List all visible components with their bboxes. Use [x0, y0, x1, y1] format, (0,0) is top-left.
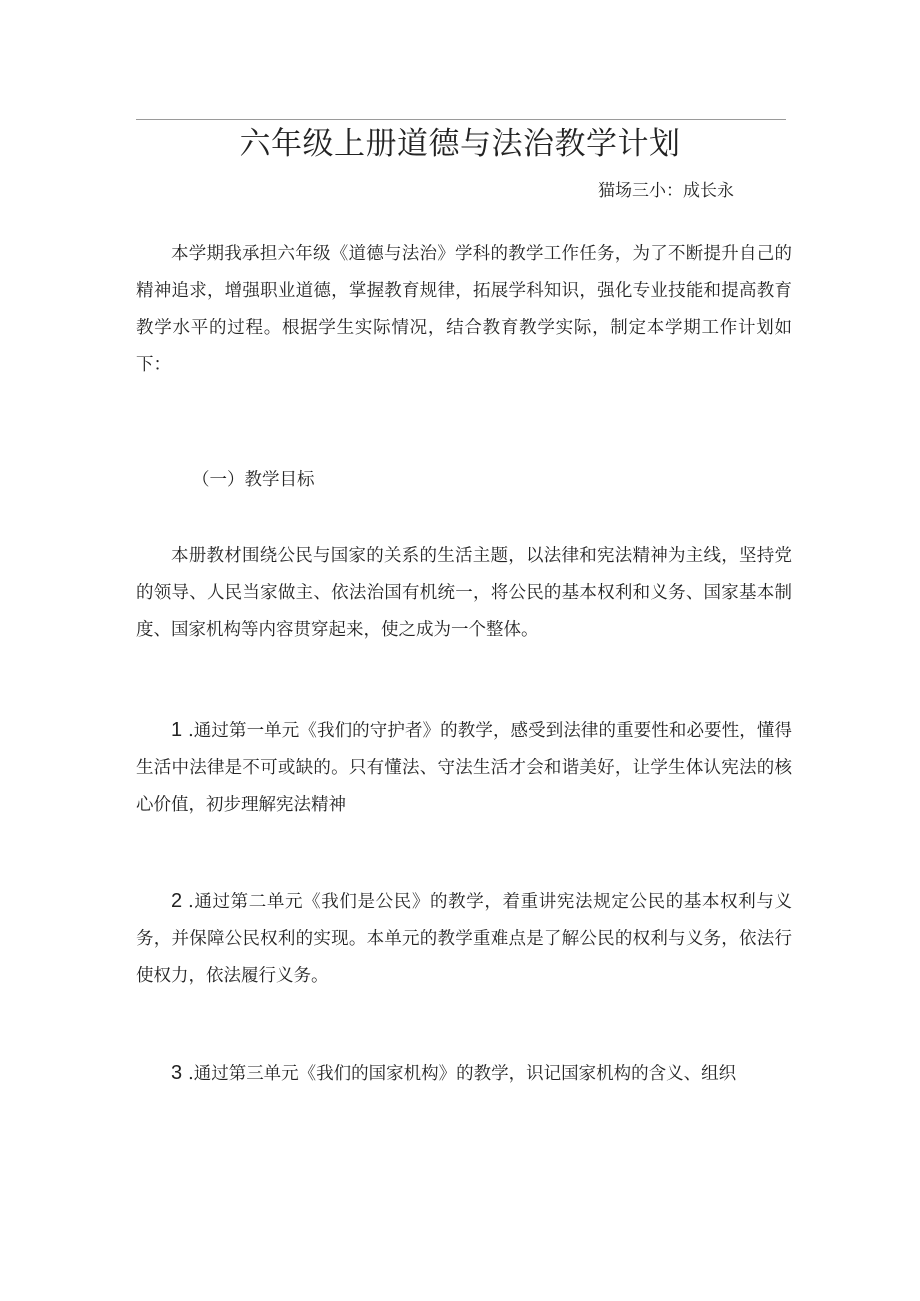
- section-heading: （一）教学目标: [192, 470, 315, 490]
- list-item: [136, 1055, 792, 1093]
- intro-paragraph: 本学期我承担六年级《道德与法治》学科的教学工作任务，为了不断提升自己的精神追求，增强职业道德，掌握教育规律，拓展学科知识，强化专业技能和提高教育教学水平的过程。根据学生实际情况，结合教育教学实际，制定本学期工作计划如下：: [136, 244, 792, 375]
- item-text: .通过第三单元《我们的国家机构》的教学，识记国家机构的含义、组织: [188, 1064, 737, 1084]
- item-number: 3: [171, 1062, 183, 1084]
- header-rule: [136, 119, 786, 120]
- list-item: [136, 712, 792, 824]
- item-text: .通过第二单元《我们是公民》的教学，着重讲宪法规定公民的基本权利与义务，并保障公民权利的实现。本单元的教学重难点是了解公民的权利与义务，依法行使权力，依法履行义务。: [136, 892, 792, 986]
- author-line: 猫场三小：成长永: [598, 181, 734, 201]
- list-item: [136, 883, 792, 995]
- item-text: .通过第一单元《我们的守护者》的教学，感受到法律的重要性和必要性，懂得生活中法律是不可或缺的。只有懂法、守法生活才会和谐美好，让学生体认宪法的核心价值，初步理解宪法精神: [136, 721, 792, 815]
- goal-paragraph: 本册教材围绕公民与国家的关系的生活主题，以法律和宪法精神为主线，坚持党的领导、人民当家做主、依法治国有机统一，将公民的基本权利和义务、国家基本制度、国家机构等内容贯穿起来，使之成为一个整体。: [136, 546, 792, 640]
- document-title: 六年级上册道德与法治教学计划: [239, 126, 681, 162]
- item-number: 1: [171, 719, 183, 741]
- item-number: 2: [171, 890, 183, 912]
